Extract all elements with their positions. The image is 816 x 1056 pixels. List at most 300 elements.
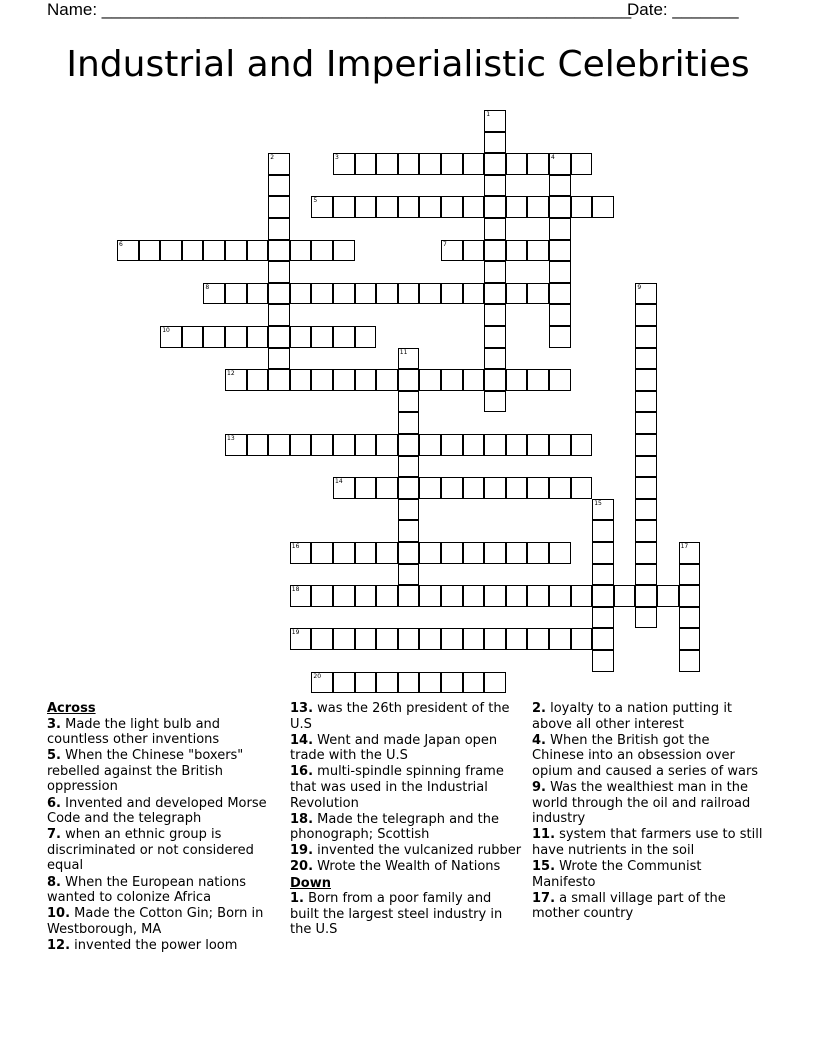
crossword-cell[interactable] xyxy=(484,153,506,175)
crossword-cell[interactable] xyxy=(679,542,701,564)
clue-number-label: 16. xyxy=(290,764,314,780)
clue-item xyxy=(47,827,279,874)
crossword-cell[interactable] xyxy=(182,326,204,348)
crossword-cell[interactable] xyxy=(484,477,506,499)
name-field-label: Name: ________________________________________________________ xyxy=(47,0,632,19)
crossword-cell[interactable] xyxy=(311,369,333,391)
clue-item xyxy=(532,701,764,732)
crossword-cell[interactable] xyxy=(355,196,377,218)
crossword-cell[interactable] xyxy=(268,326,290,348)
crossword-cell[interactable] xyxy=(441,672,463,694)
clues-column-3 xyxy=(532,701,764,922)
crossword-cell[interactable] xyxy=(527,369,549,391)
clue-number: 9 xyxy=(637,283,642,291)
crossword-cell[interactable] xyxy=(376,369,398,391)
crossword-cell[interactable] xyxy=(311,672,333,694)
crossword-cell[interactable] xyxy=(355,369,377,391)
crossword-cell[interactable] xyxy=(419,153,441,175)
crossword-cell[interactable] xyxy=(398,153,420,175)
down-heading: Down xyxy=(290,875,331,891)
clue-text: was the 26th president of the U.S xyxy=(290,701,510,732)
crossword-cell[interactable] xyxy=(571,434,593,456)
crossword-cell[interactable] xyxy=(549,196,571,218)
crossword-cell[interactable] xyxy=(635,499,657,521)
crossword-cell[interactable] xyxy=(398,283,420,305)
crossword-cell[interactable] xyxy=(290,434,312,456)
crossword-cell[interactable] xyxy=(290,240,312,262)
crossword-cell[interactable] xyxy=(139,240,161,262)
crossword-cell[interactable] xyxy=(398,477,420,499)
crossword-cell[interactable] xyxy=(506,196,528,218)
crossword-cell[interactable] xyxy=(463,585,485,607)
crossword-cell[interactable] xyxy=(355,434,377,456)
crossword-cell[interactable] xyxy=(592,499,614,521)
crossword-cell[interactable] xyxy=(441,240,463,262)
crossword-cell[interactable] xyxy=(441,196,463,218)
crossword-cell[interactable] xyxy=(247,434,269,456)
crossword-cell[interactable] xyxy=(614,585,636,607)
clue-text: loyalty to a nation putting it above all other interest xyxy=(532,701,733,732)
crossword-cell[interactable] xyxy=(506,240,528,262)
crossword-cell[interactable] xyxy=(398,434,420,456)
crossword-cell[interactable] xyxy=(484,132,506,154)
clue-item xyxy=(532,733,764,780)
page-title: Industrial and Imperialistic Celebrities xyxy=(66,44,750,85)
crossword-cell[interactable] xyxy=(290,326,312,348)
crossword-cell[interactable] xyxy=(398,520,420,542)
crossword-cell[interactable] xyxy=(333,153,355,175)
crossword-cell[interactable] xyxy=(290,283,312,305)
crossword-cell[interactable] xyxy=(376,542,398,564)
crossword-cell[interactable] xyxy=(398,369,420,391)
crossword-cell[interactable] xyxy=(376,628,398,650)
crossword-cell[interactable] xyxy=(333,283,355,305)
crossword-cell[interactable] xyxy=(549,153,571,175)
crossword-cell[interactable] xyxy=(527,196,549,218)
crossword-cell[interactable] xyxy=(376,283,398,305)
crossword-cell[interactable] xyxy=(311,326,333,348)
crossword-cell[interactable] xyxy=(571,628,593,650)
crossword-cell[interactable] xyxy=(419,477,441,499)
clue-item xyxy=(290,733,522,764)
clue-number-label: 19. xyxy=(290,843,314,859)
clue-number-label: 13. xyxy=(290,701,314,716)
crossword-cell[interactable] xyxy=(441,542,463,564)
crossword-cell[interactable] xyxy=(506,434,528,456)
clue-text: When the British got the Chinese into an obsession over opium and caused a series of wars xyxy=(532,732,759,779)
crossword-cell[interactable] xyxy=(635,434,657,456)
crossword-cell[interactable] xyxy=(290,542,312,564)
crossword-cell[interactable] xyxy=(527,542,549,564)
crossword-cell[interactable] xyxy=(268,218,290,240)
crossword-cell[interactable] xyxy=(376,434,398,456)
crossword-cell[interactable] xyxy=(463,369,485,391)
crossword-cell[interactable] xyxy=(484,585,506,607)
crossword-cell[interactable] xyxy=(679,607,701,629)
crossword-cell[interactable] xyxy=(441,585,463,607)
crossword-cell[interactable] xyxy=(355,477,377,499)
crossword-cell[interactable] xyxy=(268,348,290,370)
crossword-cell[interactable] xyxy=(506,283,528,305)
crossword-cell[interactable] xyxy=(355,585,377,607)
clue-item xyxy=(290,701,522,732)
clue-number: 19 xyxy=(291,629,300,637)
crossword-cell[interactable] xyxy=(160,326,182,348)
clue-item xyxy=(47,938,279,954)
crossword-cell[interactable] xyxy=(549,175,571,197)
clue-item xyxy=(290,859,522,875)
crossword-cell[interactable] xyxy=(549,434,571,456)
clue-number: 3 xyxy=(335,154,339,162)
crossword-cell[interactable] xyxy=(549,326,571,348)
crossword-cell[interactable] xyxy=(398,499,420,521)
crossword-cell[interactable] xyxy=(441,153,463,175)
clue-number-label: 3. xyxy=(47,716,61,732)
crossword-cell[interactable] xyxy=(549,542,571,564)
crossword-cell[interactable] xyxy=(311,196,333,218)
crossword-cell[interactable] xyxy=(355,283,377,305)
crossword-cell[interactable] xyxy=(376,477,398,499)
crossword-cell[interactable] xyxy=(376,153,398,175)
crossword-cell[interactable] xyxy=(311,585,333,607)
crossword-cell[interactable] xyxy=(419,434,441,456)
clue-item xyxy=(47,748,279,795)
crossword-cell[interactable] xyxy=(592,607,614,629)
crossword-cell[interactable] xyxy=(376,196,398,218)
crossword-cell[interactable] xyxy=(571,477,593,499)
crossword-cell[interactable] xyxy=(549,283,571,305)
crossword-cell[interactable] xyxy=(527,283,549,305)
crossword-cell[interactable] xyxy=(290,585,312,607)
crossword-cell[interactable] xyxy=(635,564,657,586)
clue-text: Was the wealthiest man in the world through the oil and railroad industry xyxy=(532,779,751,827)
crossword-cell[interactable] xyxy=(592,585,614,607)
crossword-cell[interactable] xyxy=(527,628,549,650)
crossword-cell[interactable] xyxy=(635,477,657,499)
crossword-cell[interactable] xyxy=(398,585,420,607)
clue-item xyxy=(532,891,764,922)
crossword-cell[interactable] xyxy=(463,240,485,262)
crossword-cell[interactable] xyxy=(635,391,657,413)
crossword-cell[interactable] xyxy=(549,477,571,499)
clue-item xyxy=(47,717,279,748)
crossword-cell[interactable] xyxy=(398,348,420,370)
crossword-cell[interactable] xyxy=(225,434,247,456)
clue-item xyxy=(532,827,764,858)
crossword-cell[interactable] xyxy=(527,434,549,456)
crossword-cell[interactable] xyxy=(247,283,269,305)
crossword-cell[interactable] xyxy=(484,542,506,564)
crossword-cell[interactable] xyxy=(484,175,506,197)
clue-number-label: 20. xyxy=(290,859,314,875)
crossword-cell[interactable] xyxy=(419,196,441,218)
crossword-cell[interactable] xyxy=(419,283,441,305)
crossword-cell[interactable] xyxy=(635,348,657,370)
crossword-cell[interactable] xyxy=(333,672,355,694)
crossword-cell[interactable] xyxy=(679,585,701,607)
crossword-cell[interactable] xyxy=(635,542,657,564)
clue-number: 16 xyxy=(291,543,300,550)
crossword-cell[interactable] xyxy=(463,542,485,564)
clue-number: 10 xyxy=(162,327,170,334)
clue-item xyxy=(532,780,764,827)
down-clue-list xyxy=(290,891,522,938)
crossword-cell[interactable] xyxy=(419,369,441,391)
crossword-cell[interactable] xyxy=(441,283,463,305)
crossword-cell[interactable] xyxy=(268,283,290,305)
crossword-cell[interactable] xyxy=(571,585,593,607)
crossword-cell[interactable] xyxy=(463,196,485,218)
clue-number-label: 18. xyxy=(290,811,314,827)
crossword-cell[interactable] xyxy=(679,650,701,672)
crossword-cell[interactable] xyxy=(333,369,355,391)
crossword-cell[interactable] xyxy=(571,196,593,218)
crossword-cell[interactable] xyxy=(419,672,441,694)
clue-number-label: 10. xyxy=(47,906,71,922)
crossword-cell[interactable] xyxy=(549,261,571,283)
crossword-cell[interactable] xyxy=(268,175,290,197)
crossword-cell[interactable] xyxy=(268,369,290,391)
crossword-cell[interactable] xyxy=(635,369,657,391)
crossword-cell[interactable] xyxy=(484,348,506,370)
crossword-cell[interactable] xyxy=(441,369,463,391)
crossword-cell[interactable] xyxy=(571,153,593,175)
clue-number-label: 11. xyxy=(532,827,556,843)
crossword-cell[interactable] xyxy=(463,283,485,305)
crossword-cell[interactable] xyxy=(225,240,247,262)
crossword-cell[interactable] xyxy=(203,283,225,305)
clue-number-label: 15. xyxy=(532,858,556,874)
crossword-cell[interactable] xyxy=(635,585,657,607)
crossword-cell[interactable] xyxy=(484,326,506,348)
crossword-cell[interactable] xyxy=(247,326,269,348)
crossword-cell[interactable] xyxy=(225,283,247,305)
down-clue-list-continued xyxy=(532,701,764,922)
crossword-cell[interactable] xyxy=(268,434,290,456)
crossword-cell[interactable] xyxy=(419,628,441,650)
crossword-cell[interactable] xyxy=(592,542,614,564)
crossword-cell[interactable] xyxy=(549,240,571,262)
crossword-cell[interactable] xyxy=(333,477,355,499)
crossword-cell[interactable] xyxy=(679,628,701,650)
crossword-cell[interactable] xyxy=(355,153,377,175)
crossword-cell[interactable] xyxy=(506,153,528,175)
clue-number: 12 xyxy=(227,370,235,378)
clue-number-label: 7. xyxy=(47,827,61,843)
crossword-cell[interactable] xyxy=(484,434,506,456)
clue-item xyxy=(290,891,522,938)
clue-text: Made the telegraph and the phonograph; Scottish xyxy=(290,811,500,843)
clue-number: 17 xyxy=(680,543,689,550)
across-clue-list-continued xyxy=(290,701,522,875)
crossword-cell[interactable] xyxy=(441,434,463,456)
crossword-cell[interactable] xyxy=(484,110,506,132)
crossword-cell[interactable] xyxy=(225,326,247,348)
crossword-cell[interactable] xyxy=(506,585,528,607)
crossword-cell[interactable] xyxy=(441,628,463,650)
crossword-cell[interactable] xyxy=(527,240,549,262)
clue-number: 4 xyxy=(551,154,555,162)
crossword-cell[interactable] xyxy=(398,456,420,478)
crossword-cell[interactable] xyxy=(484,672,506,694)
clue-text: When the European nations wanted to colonize Africa xyxy=(47,874,246,906)
crossword-cell[interactable] xyxy=(398,672,420,694)
crossword-cell[interactable] xyxy=(592,628,614,650)
crossword-cell[interactable] xyxy=(311,434,333,456)
clue-text: Made the Cotton Gin; Born in Westborough, MA xyxy=(47,906,264,937)
crossword-cell[interactable] xyxy=(247,240,269,262)
clue-item xyxy=(290,764,522,811)
clue-number: 5 xyxy=(313,197,318,205)
clue-number: 20 xyxy=(313,672,322,680)
crossword-cell[interactable] xyxy=(592,650,614,672)
crossword-cell[interactable] xyxy=(527,585,549,607)
clue-text: system that farmers use to still have nutrients in the soil xyxy=(532,827,763,858)
crossword-cell[interactable] xyxy=(463,477,485,499)
crossword-cell[interactable] xyxy=(203,240,225,262)
crossword-cell[interactable] xyxy=(290,628,312,650)
crossword-cell[interactable] xyxy=(268,261,290,283)
clue-item xyxy=(47,796,279,827)
crossword-cell[interactable] xyxy=(592,564,614,586)
crossword-cell[interactable] xyxy=(398,628,420,650)
crossword-cell[interactable] xyxy=(592,196,614,218)
crossword-cell[interactable] xyxy=(355,326,377,348)
clue-number-label: 17. xyxy=(532,890,556,906)
crossword-cell[interactable] xyxy=(268,153,290,175)
clue-text: Wrote the Communist Manifesto xyxy=(532,858,702,890)
crossword-cell[interactable] xyxy=(419,585,441,607)
crossword-cell[interactable] xyxy=(355,628,377,650)
crossword-cell[interactable] xyxy=(484,218,506,240)
clue-number-label: 12. xyxy=(47,937,71,953)
crossword-cell[interactable] xyxy=(333,196,355,218)
crossword-cell[interactable] xyxy=(549,369,571,391)
crossword-cell[interactable] xyxy=(484,628,506,650)
crossword-cell[interactable] xyxy=(398,542,420,564)
crossword-cell[interactable] xyxy=(182,240,204,262)
crossword-cell[interactable] xyxy=(592,520,614,542)
crossword-cell[interactable] xyxy=(117,240,139,262)
crossword-cell[interactable] xyxy=(506,542,528,564)
clue-text: Went and made Japan open trade with the U.S xyxy=(290,732,498,764)
crossword-cell[interactable] xyxy=(635,412,657,434)
crossword-cell[interactable] xyxy=(549,628,571,650)
crossword-cell[interactable] xyxy=(484,261,506,283)
crossword-cell[interactable] xyxy=(484,240,506,262)
crossword-cell[interactable] xyxy=(506,628,528,650)
crossword-cell[interactable] xyxy=(484,283,506,305)
crossword-cell[interactable] xyxy=(527,477,549,499)
crossword-cell[interactable] xyxy=(635,304,657,326)
crossword-cell[interactable] xyxy=(376,672,398,694)
clues-column-1 xyxy=(47,701,279,954)
clue-number-label: 8. xyxy=(47,874,61,890)
clue-number: 14 xyxy=(335,478,343,486)
crossword-cell[interactable] xyxy=(419,542,441,564)
crossword-cell[interactable] xyxy=(506,369,528,391)
crossword-cell[interactable] xyxy=(376,585,398,607)
crossword-cell[interactable] xyxy=(463,628,485,650)
crossword-cell[interactable] xyxy=(441,477,463,499)
crossword-cell[interactable] xyxy=(203,326,225,348)
crossword-cell[interactable] xyxy=(355,672,377,694)
crossword-cell[interactable] xyxy=(506,477,528,499)
crossword-cell[interactable] xyxy=(657,585,679,607)
crossword-cell[interactable] xyxy=(484,304,506,326)
crossword-cell[interactable] xyxy=(333,434,355,456)
crossword-cell[interactable] xyxy=(311,542,333,564)
clue-number: 8 xyxy=(205,283,210,291)
crossword-cell[interactable] xyxy=(160,240,182,262)
crossword-cell[interactable] xyxy=(549,218,571,240)
crossword-cell[interactable] xyxy=(333,585,355,607)
crossword-cell[interactable] xyxy=(268,304,290,326)
crossword-cell[interactable] xyxy=(268,196,290,218)
crossword-cell[interactable] xyxy=(484,391,506,413)
crossword-cell[interactable] xyxy=(333,240,355,262)
crossword-cell[interactable] xyxy=(484,196,506,218)
crossword-cell[interactable] xyxy=(398,196,420,218)
crossword-cell[interactable] xyxy=(463,153,485,175)
crossword-cell[interactable] xyxy=(311,240,333,262)
clue-number: 2 xyxy=(270,154,275,162)
crossword-cell[interactable] xyxy=(484,369,506,391)
crossword-cell[interactable] xyxy=(311,628,333,650)
crossword-cell[interactable] xyxy=(635,283,657,305)
clue-text: Made the light bulb and countless other inventions xyxy=(47,716,221,748)
crossword-cell[interactable] xyxy=(549,304,571,326)
crossword-cell[interactable] xyxy=(333,326,355,348)
clue-item xyxy=(532,859,764,890)
crossword-cell[interactable] xyxy=(635,456,657,478)
crossword-cell[interactable] xyxy=(679,564,701,586)
crossword-cell[interactable] xyxy=(225,369,247,391)
crossword-cell[interactable] xyxy=(290,369,312,391)
clue-text: invented the vulcanized rubber xyxy=(313,843,522,859)
clue-number: 11 xyxy=(399,348,408,356)
crossword-cell[interactable] xyxy=(635,607,657,629)
date-field-label: Date: _______ xyxy=(627,0,739,19)
crossword-cell[interactable] xyxy=(527,153,549,175)
clue-number: 1 xyxy=(486,111,491,118)
clue-number-label: 5. xyxy=(47,748,61,764)
crossword-cell[interactable] xyxy=(463,672,485,694)
crossword-cell[interactable] xyxy=(333,628,355,650)
clue-item xyxy=(47,875,279,906)
crossword-cell[interactable] xyxy=(463,434,485,456)
clue-number: 6 xyxy=(119,240,123,248)
crossword-cell[interactable] xyxy=(247,369,269,391)
clue-text: a small village part of the mother country xyxy=(532,890,726,922)
clue-number-label: 14. xyxy=(290,732,314,748)
crossword-cell[interactable] xyxy=(398,412,420,434)
crossword-cell[interactable] xyxy=(311,283,333,305)
crossword-cell[interactable] xyxy=(333,542,355,564)
crossword-cell[interactable] xyxy=(355,542,377,564)
crossword-cell[interactable] xyxy=(549,585,571,607)
clues-column-2 xyxy=(290,701,522,938)
crossword-cell[interactable] xyxy=(635,326,657,348)
crossword-cell[interactable] xyxy=(268,240,290,262)
clue-number-label: 9. xyxy=(532,779,546,795)
clue-text: Invented and developed Morse Code and the telegraph xyxy=(47,795,267,827)
clue-text: when an ethnic group is discriminated or not considered equal xyxy=(47,827,254,874)
crossword-cell[interactable] xyxy=(398,564,420,586)
crossword-cell[interactable] xyxy=(398,391,420,413)
clue-number: 15 xyxy=(594,499,602,507)
crossword-cell[interactable] xyxy=(635,520,657,542)
